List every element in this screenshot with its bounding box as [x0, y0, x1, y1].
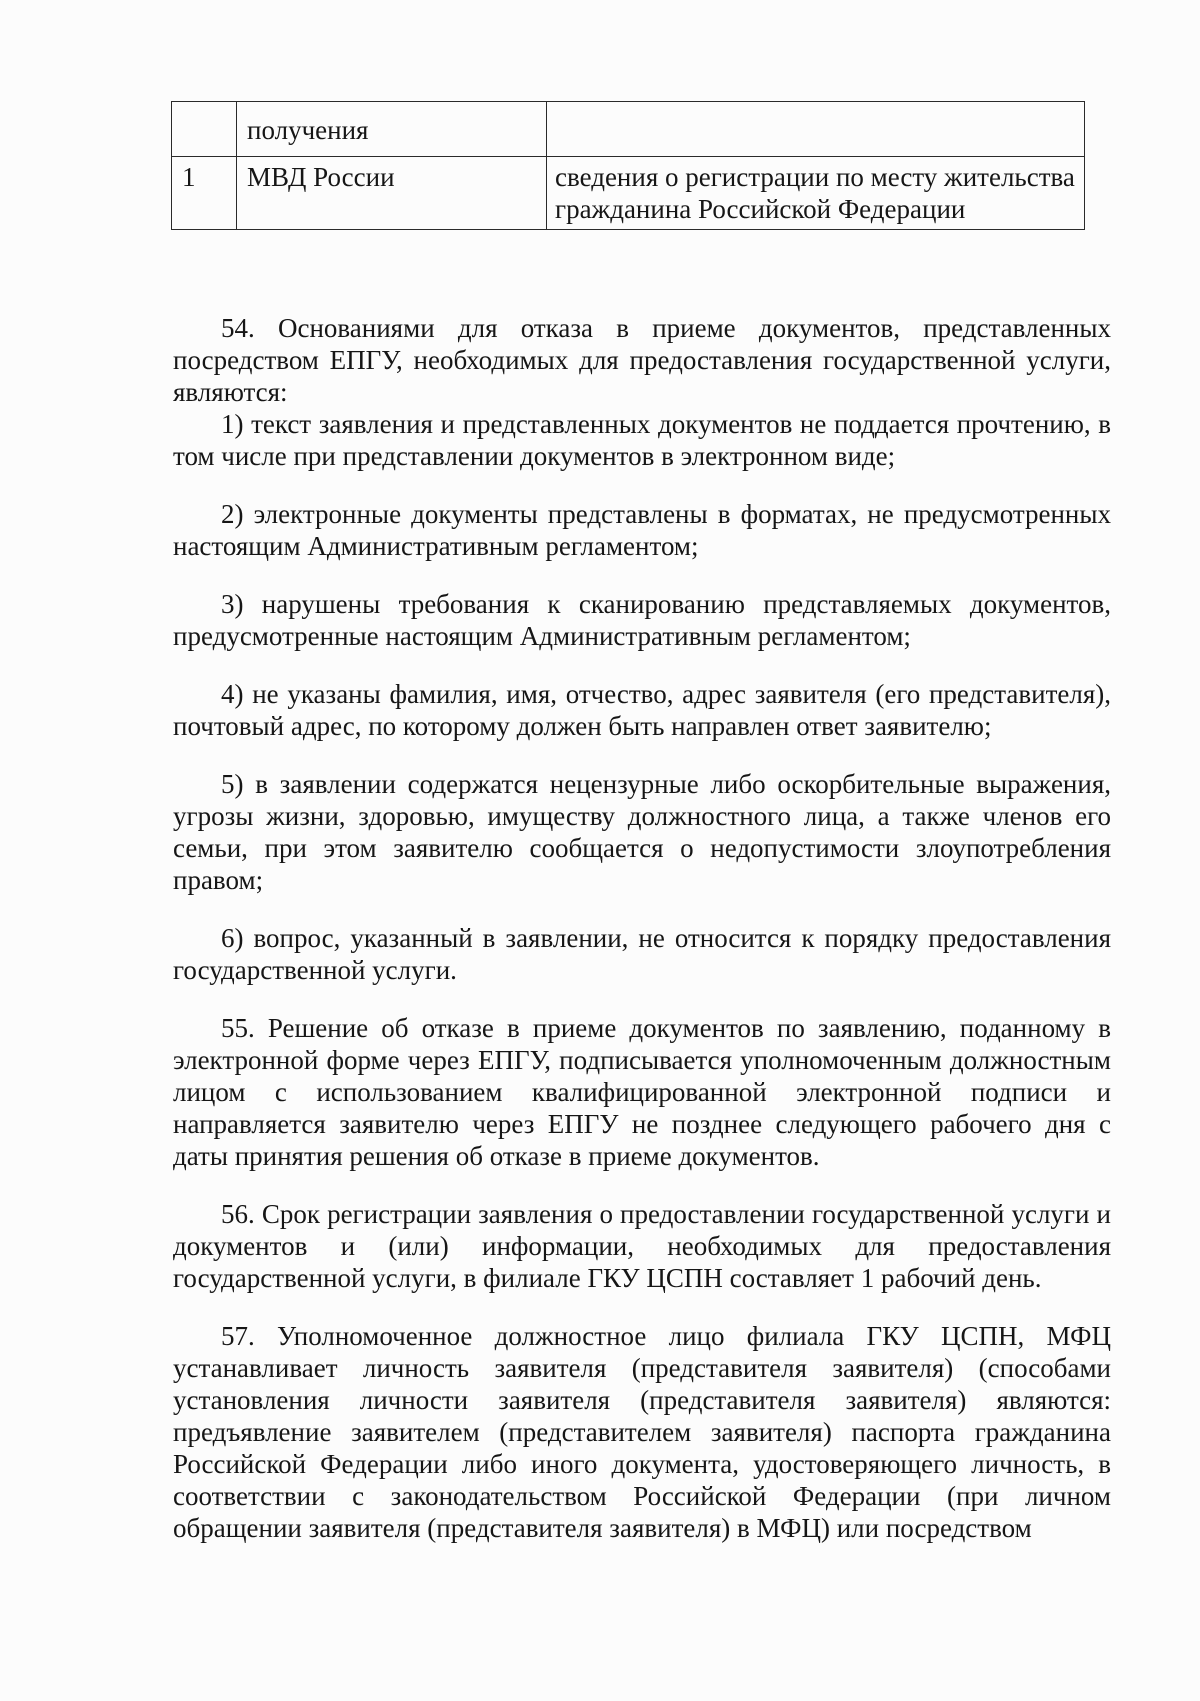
paragraph-54: 54. Основаниями для отказа в приеме документов, представленных посредством ЕПГУ, необходимых для предоставления государственной услуги, являются: — [173, 313, 1111, 407]
table-cell-number: 1 — [172, 157, 237, 230]
paragraph-56: 56. Срок регистрации заявления о предоставлении государственной услуги и документов и (или) информации, необходимых для предоставления государственной услуги, в филиале ГКУ ЦСПН составляет 1 рабочий день. — [173, 1199, 1111, 1293]
table-row — [172, 157, 1085, 230]
paragraph-57: 57. Уполномоченное должностное лицо филиала ГКУ ЦСПН, МФЦ устанавливает личность заявителя (представителя заявителя) (способами установления личности заявителя (представителя заявителя) являются: предъявление заявителем (представителем заявителя) паспорта гражданина Российской Федерации либо иного документа, удостоверяющего личность, в соответствии с законодательством Российской Федерации (при личном обращении заявителя (представителя заявителя) в МФЦ) или посредством — [173, 1321, 1111, 1543]
table-cell-organization: МВД России — [237, 157, 547, 230]
table-row — [172, 102, 1085, 157]
paragraph-55: 55. Решение об отказе в приеме документов по заявлению, поданному в электронной форме через ЕПГУ, подписывается уполномоченным должностным лицом с использованием квалифицированной электронной подписи и направляется заявителю через ЕПГУ не позднее следующего рабочего дня с даты принятия решения об отказе в приеме документов. — [173, 1013, 1111, 1171]
table-cell-organization: получения — [237, 102, 547, 157]
table-cell-information: сведения о регистрации по месту жительства гражданина Российской Федерации — [547, 157, 1085, 230]
data-sources-table — [171, 101, 1085, 230]
paragraph-54-item-1: 1) текст заявления и представленных документов не поддается прочтению, в том числе при представлении документов в электронном виде; — [173, 409, 1111, 471]
paragraph-54-item-6: 6) вопрос, указанный в заявлении, не относится к порядку предоставления государственной услуги. — [173, 923, 1111, 985]
paragraph-54-item-2: 2) электронные документы представлены в форматах, не предусмотренных настоящим Административным регламентом; — [173, 499, 1111, 561]
paragraph-54-item-5: 5) в заявлении содержатся нецензурные либо оскорбительные выражения, угрозы жизни, здоровью, имуществу должностного лица, а также членов его семьи, при этом заявителю сообщается о недопустимости злоупотребления правом; — [173, 769, 1111, 895]
paragraph-54-item-4: 4) не указаны фамилия, имя, отчество, адрес заявителя (его представителя), почтовый адрес, по которому должен быть направлен ответ заявителю; — [173, 679, 1111, 741]
table-cell-number — [172, 102, 237, 157]
document-body — [173, 312, 1111, 1544]
table-cell-information — [547, 102, 1085, 157]
paragraph-54-item-3: 3) нарушены требования к сканированию представляемых документов, предусмотренные настоящим Административным регламентом; — [173, 589, 1111, 651]
